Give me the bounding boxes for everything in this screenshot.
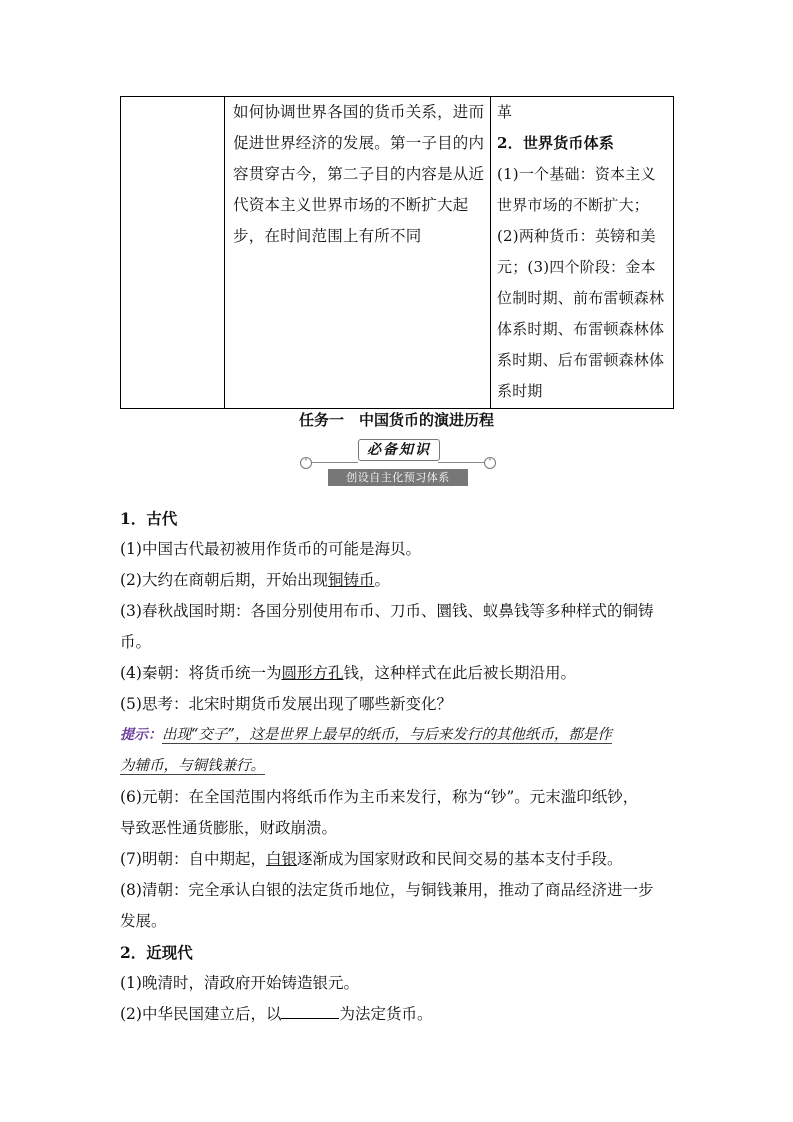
paragraph [120, 565, 680, 596]
text: 逐渐成为国家财政和民间交易的基本支付手段。 [296, 850, 623, 868]
paragraph [120, 844, 680, 875]
hint [120, 751, 680, 782]
text: (2)大约在商朝后期，开始出现 [120, 571, 328, 589]
table-line: 系时期 [497, 382, 543, 400]
section-heading: 1．古代 [120, 509, 178, 528]
banner-subtitle: 创设自主化预习体系 [328, 469, 468, 486]
paragraph [120, 658, 680, 689]
table-line: 促进世界经济的发展。第一子目的内 [233, 134, 485, 152]
summary-table [120, 96, 674, 409]
table-line: 位制时期、前布雷顿森林 [497, 289, 665, 307]
table-cell-summary [491, 97, 674, 409]
chevron-down-icon: ˅ [300, 457, 312, 469]
paragraph: 导致恶性通货膨胀，财政崩溃。 [120, 819, 338, 837]
hint-text: 为辅币，与铜钱兼行。 [120, 758, 265, 774]
hint-label: 提示： [120, 727, 162, 743]
table-line: 元；(3)四个阶段：金本 [497, 258, 656, 276]
table-cell-empty [121, 97, 225, 409]
chevron-down-icon: ˅ [484, 457, 496, 469]
text: 钱，这种样式在此后被长期沿用。 [343, 664, 576, 682]
underlined-term: 圆形方孔 [281, 664, 344, 682]
banner-rule-right [438, 462, 486, 463]
section-banner [300, 437, 496, 489]
task-title: 任务一 中国货币的演进历程 [298, 411, 494, 429]
table-line: 步，在时间范围上有所不同 [233, 227, 422, 245]
text: (7)明朝：自中期起， [120, 850, 266, 868]
fill-in-blank[interactable] [281, 1004, 339, 1019]
paragraph: (1)晚清时，清政府开始铸造银元。 [120, 974, 359, 992]
underlined-term: 白银 [265, 850, 297, 868]
text: (4)秦朝：将货币统一为 [120, 664, 282, 682]
text: (2)中华民国建立后，以 [120, 1005, 282, 1023]
main-content [120, 503, 680, 1030]
paragraph: 发展。 [120, 912, 167, 930]
banner-title: 必备知识 [358, 439, 440, 461]
table-line: 代资本主义世界市场的不断扩大起 [233, 196, 469, 214]
table-line: 世界市场的不断扩大； [497, 196, 650, 214]
paragraph: (1)中国古代最初被用作货币的可能是海贝。 [120, 540, 421, 558]
text: 。 [374, 571, 390, 589]
text: 为法定货币。 [339, 1005, 433, 1023]
paragraph: (8)清朝：完全承认白银的法定货币地位，与铜钱兼用，推动了商品经济进一步 [120, 881, 654, 899]
table-line: 革 [497, 103, 513, 121]
question: (5)思考：北宋时期货币发展出现了哪些新变化？ [120, 695, 452, 713]
table-line: 如何协调世界各国的货币关系，进而 [233, 103, 485, 121]
paragraph: 币。 [120, 633, 152, 651]
table-line: 容贯穿古今，第二子目的内容是从近 [233, 165, 485, 183]
underlined-term: 铜铸币 [327, 571, 375, 589]
table-line: (1)一个基础：资本主义 [497, 165, 656, 183]
paragraph: (3)春秋战国时期：各国分别使用布币、刀币、圜钱、蚁鼻钱等多种样式的铜铸 [120, 602, 654, 620]
section-heading: 2．近现代 [120, 943, 193, 962]
table-line: 系时期、后布雷顿森林体 [497, 351, 665, 369]
banner-rule-left [310, 462, 358, 463]
paragraph [120, 999, 680, 1030]
paragraph: (6)元朝：在全国范围内将纸币作为主币来发行，称为“钞”。元末滥印纸钞， [120, 788, 639, 806]
hint [120, 720, 680, 751]
table-cell-description [225, 97, 491, 409]
table-line-heading: 2．世界货币体系 [497, 134, 615, 152]
table-line: (2)两种货币：英镑和美 [497, 227, 656, 245]
table-line: 体系时期、布雷顿森林体 [497, 320, 665, 338]
hint-text: 出现“交子”，这是世界上最早的纸币，与后来发行的其他纸币，都是作 [162, 727, 612, 743]
